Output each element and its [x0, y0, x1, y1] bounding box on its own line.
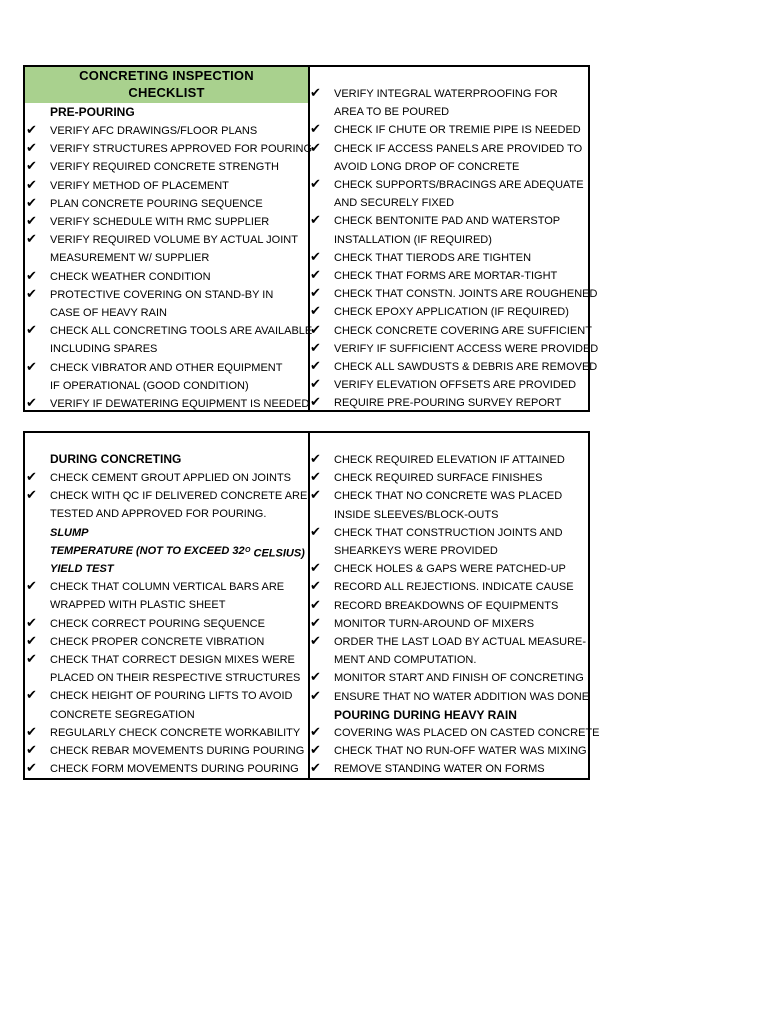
check-icon: ✔: [310, 395, 321, 411]
checklist-item: CHECK ALL CONCRETING TOOLS ARE AVAILABLE: [50, 325, 313, 338]
checklist-item: CHECK REBAR MOVEMENTS DURING POURING: [50, 745, 305, 757]
checklist-title-box: [25, 67, 308, 103]
checklist-item: YIELD TEST: [50, 563, 114, 575]
degree-superscript: O: [245, 546, 251, 554]
check-icon: ✔: [310, 488, 321, 504]
checklist-item: AND SECURELY FIXED: [334, 197, 455, 210]
checklist-item: RECORD BREAKDOWNS OF EQUIPMENTS: [334, 599, 559, 612]
checklist-item: VERIFY INTEGRAL WATERPROOFING FOR: [334, 88, 558, 100]
checklist-item: CHECK HOLES & GAPS WERE PATCHED-UP: [334, 563, 566, 576]
pre-pouring-panel: [23, 65, 599, 412]
checklist-item: VERIFY AFC DRAWINGS/FLOOR PLANS: [50, 125, 258, 137]
check-icon: ✔: [310, 286, 321, 302]
check-icon: ✔: [310, 452, 321, 467]
checklist-item: REMOVE STANDING WATER ON FORMS: [334, 763, 545, 776]
check-icon: ✔: [310, 761, 321, 777]
check-icon: ✔: [310, 304, 321, 320]
checklist-item: VERIFY REQUIRED CONCRETE STRENGTH: [50, 161, 279, 174]
check-icon: ✔: [26, 633, 37, 649]
checklist-item: REGULARLY CHECK CONCRETE WORKABILITY: [50, 726, 301, 739]
check-icon: ✔: [26, 286, 37, 302]
checklist-item: REQUIRE PRE-POURING SURVEY REPORT: [334, 397, 562, 410]
checklist-item: CHECK SUPPORTS/BRACINGS ARE ADEQUATE: [334, 179, 584, 191]
check-icon: ✔: [310, 377, 321, 393]
check-icon: ✔: [26, 268, 37, 284]
check-icon: ✔: [26, 214, 37, 229]
check-icon: ✔: [26, 488, 37, 504]
check-icon: ✔: [26, 359, 37, 375]
check-icon: ✔: [310, 140, 321, 156]
checklist-item: CHECK WEATHER CONDITION: [50, 270, 211, 283]
check-icon: ✔: [310, 579, 321, 595]
check-icon: ✔: [310, 213, 321, 229]
checklist-item: ENSURE THAT NO WATER ADDITION WAS DONE: [334, 690, 590, 703]
check-icon: ✔: [26, 470, 37, 485]
check-icon: ✔: [310, 177, 321, 192]
checklist-item: INSIDE SLEEVES/BLOCK-OUTS: [334, 508, 499, 521]
checklist-item: MONITOR TURN-AROUND OF MIXERS: [334, 617, 535, 630]
checklist-item: PLAN CONCRETE POURING SEQUENCE: [50, 197, 263, 210]
during-concreting-panel: [23, 431, 600, 780]
checklist-item: COVERING WAS PLACED ON CASTED CONCRETE: [334, 727, 600, 739]
check-icon: ✔: [26, 195, 37, 211]
checklist-item: AVOID LONG DROP OF CONCRETE: [334, 160, 520, 173]
checklist-item: CHECK PROPER CONCRETE VIBRATION: [50, 635, 265, 648]
checklist-item: SHEARKEYS WERE PROVIDED: [334, 545, 498, 557]
check-icon: ✔: [310, 597, 321, 613]
checklist-item: VERIFY SCHEDULE WITH RMC SUPPLIER: [50, 216, 270, 228]
checklist-item: CHECK ALL SAWDUSTS & DEBRIS ARE REMOVED: [334, 361, 598, 373]
checklist-item: CHECK THAT CORRECT DESIGN MIXES WERE: [50, 654, 295, 666]
checklist-item: CONCRETE SEGREGATION: [50, 708, 195, 721]
checklist-item: CHECK REQUIRED SURFACE FINISHES: [334, 472, 543, 485]
check-icon: ✔: [310, 322, 321, 338]
check-icon: ✔: [310, 615, 321, 631]
checklist-item-tail: [245, 542, 305, 560]
checklist-item: CHECK THAT CONSTN. JOINTS ARE ROUGHENED: [334, 288, 598, 301]
check-icon: ✔: [310, 634, 321, 649]
checklist-item: CHECK VIBRATOR AND OTHER EQUIPMENT: [50, 361, 283, 374]
check-icon: ✔: [310, 670, 321, 686]
check-icon: ✔: [310, 340, 321, 356]
during-concreting-heading: DURING CONCRETING: [50, 452, 182, 466]
checklist-item: VERIFY REQUIRED VOLUME BY ACTUAL JOINT: [50, 234, 298, 247]
checklist-item: MONITOR START AND FINISH OF CONCRETING: [334, 672, 584, 685]
checklist-item: WRAPPED WITH PLASTIC SHEET: [50, 599, 226, 612]
check-icon: ✔: [310, 725, 321, 740]
checklist-item-suffix: CELSIUS): [250, 547, 305, 560]
checklist-title-line2: CHECKLIST: [128, 85, 205, 100]
section-heading: POURING DURING HEAVY RAIN: [334, 707, 517, 722]
check-icon: ✔: [310, 249, 321, 265]
checklist-item: VERIFY ELEVATION OFFSETS ARE PROVIDED: [334, 379, 577, 392]
checklist-item: CHECK FORM MOVEMENTS DURING POURING: [50, 763, 299, 776]
checklist-item: CHECK THAT NO RUN-OFF WATER WAS MIXING: [334, 745, 587, 758]
check-icon: ✔: [26, 615, 37, 631]
checklist-item: VERIFY STRUCTURES APPROVED FOR POURING: [50, 143, 313, 156]
checklist-item: CHECK BENTONITE PAD AND WATERSTOP: [334, 215, 561, 228]
checklist-item: MENT AND COMPUTATION.: [334, 654, 477, 667]
check-icon: ✔: [26, 177, 37, 193]
checklist-item: ORDER THE LAST LOAD BY ACTUAL MEASURE-: [334, 636, 587, 648]
checklist-item: CHECK CORRECT POURING SEQUENCE: [50, 617, 265, 630]
checklist-item: CHECK IF ACCESS PANELS ARE PROVIDED TO: [334, 142, 583, 155]
checklist-item: CHECK WITH QC IF DELIVERED CONCRETE ARE: [50, 490, 308, 503]
check-icon: ✔: [26, 688, 37, 704]
checklist-item: CHECK THAT FORMS ARE MORTAR-TIGHT: [334, 270, 558, 282]
check-icon: ✔: [26, 123, 37, 138]
checklist-item: VERIFY METHOD OF PLACEMENT: [50, 179, 229, 192]
checklist-item: INCLUDING SPARES: [50, 343, 158, 356]
checklist-title-line1: CONCRETING INSPECTION: [79, 68, 254, 83]
checklist-item: TESTED AND APPROVED FOR POURING.: [50, 508, 267, 521]
check-icon: ✔: [26, 323, 37, 339]
checklist-item: CHECK CEMENT GROUT APPLIED ON JOINTS: [50, 472, 292, 484]
checklist-item: CHECK CONCRETE COVERING ARE SUFFICIENT: [334, 324, 592, 337]
checklist-item: PROTECTIVE COVERING ON STAND-BY IN: [50, 288, 274, 301]
check-icon: ✔: [26, 743, 37, 758]
check-icon: ✔: [310, 359, 321, 374]
checklist-item: CHECK HEIGHT OF POURING LIFTS TO AVOID: [50, 690, 293, 703]
checklist-item: MEASUREMENT W/ SUPPLIER: [50, 252, 210, 265]
check-icon: ✔: [310, 122, 321, 138]
checklist-item: CHECK THAT NO CONCRETE WAS PLACED: [334, 490, 563, 503]
checklist-item: VERIFY IF SUFFICIENT ACCESS WERE PROVIDED: [334, 342, 599, 355]
checklist-item: CHECK THAT TIERODS ARE TIGHTEN: [334, 251, 532, 264]
checklist-item: CHECK REQUIRED ELEVATION IF ATTAINED: [334, 454, 565, 466]
check-icon: ✔: [310, 561, 321, 577]
check-icon: ✔: [310, 688, 321, 704]
check-icon: ✔: [26, 724, 37, 740]
checklist-item: RECORD ALL REJECTIONS. INDICATE CAUSE: [334, 581, 574, 594]
checklist-item: CASE OF HEAVY RAIN: [50, 307, 167, 319]
check-icon: ✔: [310, 743, 321, 759]
check-icon: ✔: [26, 652, 37, 667]
check-icon: ✔: [310, 268, 321, 283]
check-icon: ✔: [310, 470, 321, 486]
checklist-item: IF OPERATIONAL (GOOD CONDITION): [50, 379, 249, 392]
check-icon: ✔: [26, 159, 37, 175]
check-icon: ✔: [26, 232, 37, 248]
checklist-item: INSTALLATION (IF REQUIRED): [334, 233, 492, 246]
checklist-item: VERIFY IF DEWATERING EQUIPMENT IS NEEDED: [50, 398, 310, 410]
pre-pouring-heading: PRE-POURING: [50, 105, 135, 119]
checklist-item: CHECK IF CHUTE OR TREMIE PIPE IS NEEDED: [334, 124, 581, 137]
checklist-item: CHECK THAT CONSTRUCTION JOINTS AND: [334, 526, 563, 539]
check-icon: ✔: [26, 579, 37, 595]
check-icon: ✔: [26, 396, 37, 411]
checklist-item: PLACED ON THEIR RESPECTIVE STRUCTURES: [50, 672, 301, 685]
check-icon: ✔: [310, 86, 321, 101]
checklist-item: AREA TO BE POURED: [334, 106, 450, 119]
checklist-item: TEMPERATURE (NOT TO EXCEED 32: [50, 544, 245, 557]
check-icon: ✔: [26, 761, 37, 777]
check-icon: ✔: [310, 524, 321, 540]
checklist-item: CHECK EPOXY APPLICATION (IF REQUIRED): [334, 306, 569, 319]
checklist-item: CHECK THAT COLUMN VERTICAL BARS ARE: [50, 581, 285, 594]
checklist-item: SLUMP: [50, 526, 89, 539]
check-icon: ✔: [26, 141, 37, 157]
